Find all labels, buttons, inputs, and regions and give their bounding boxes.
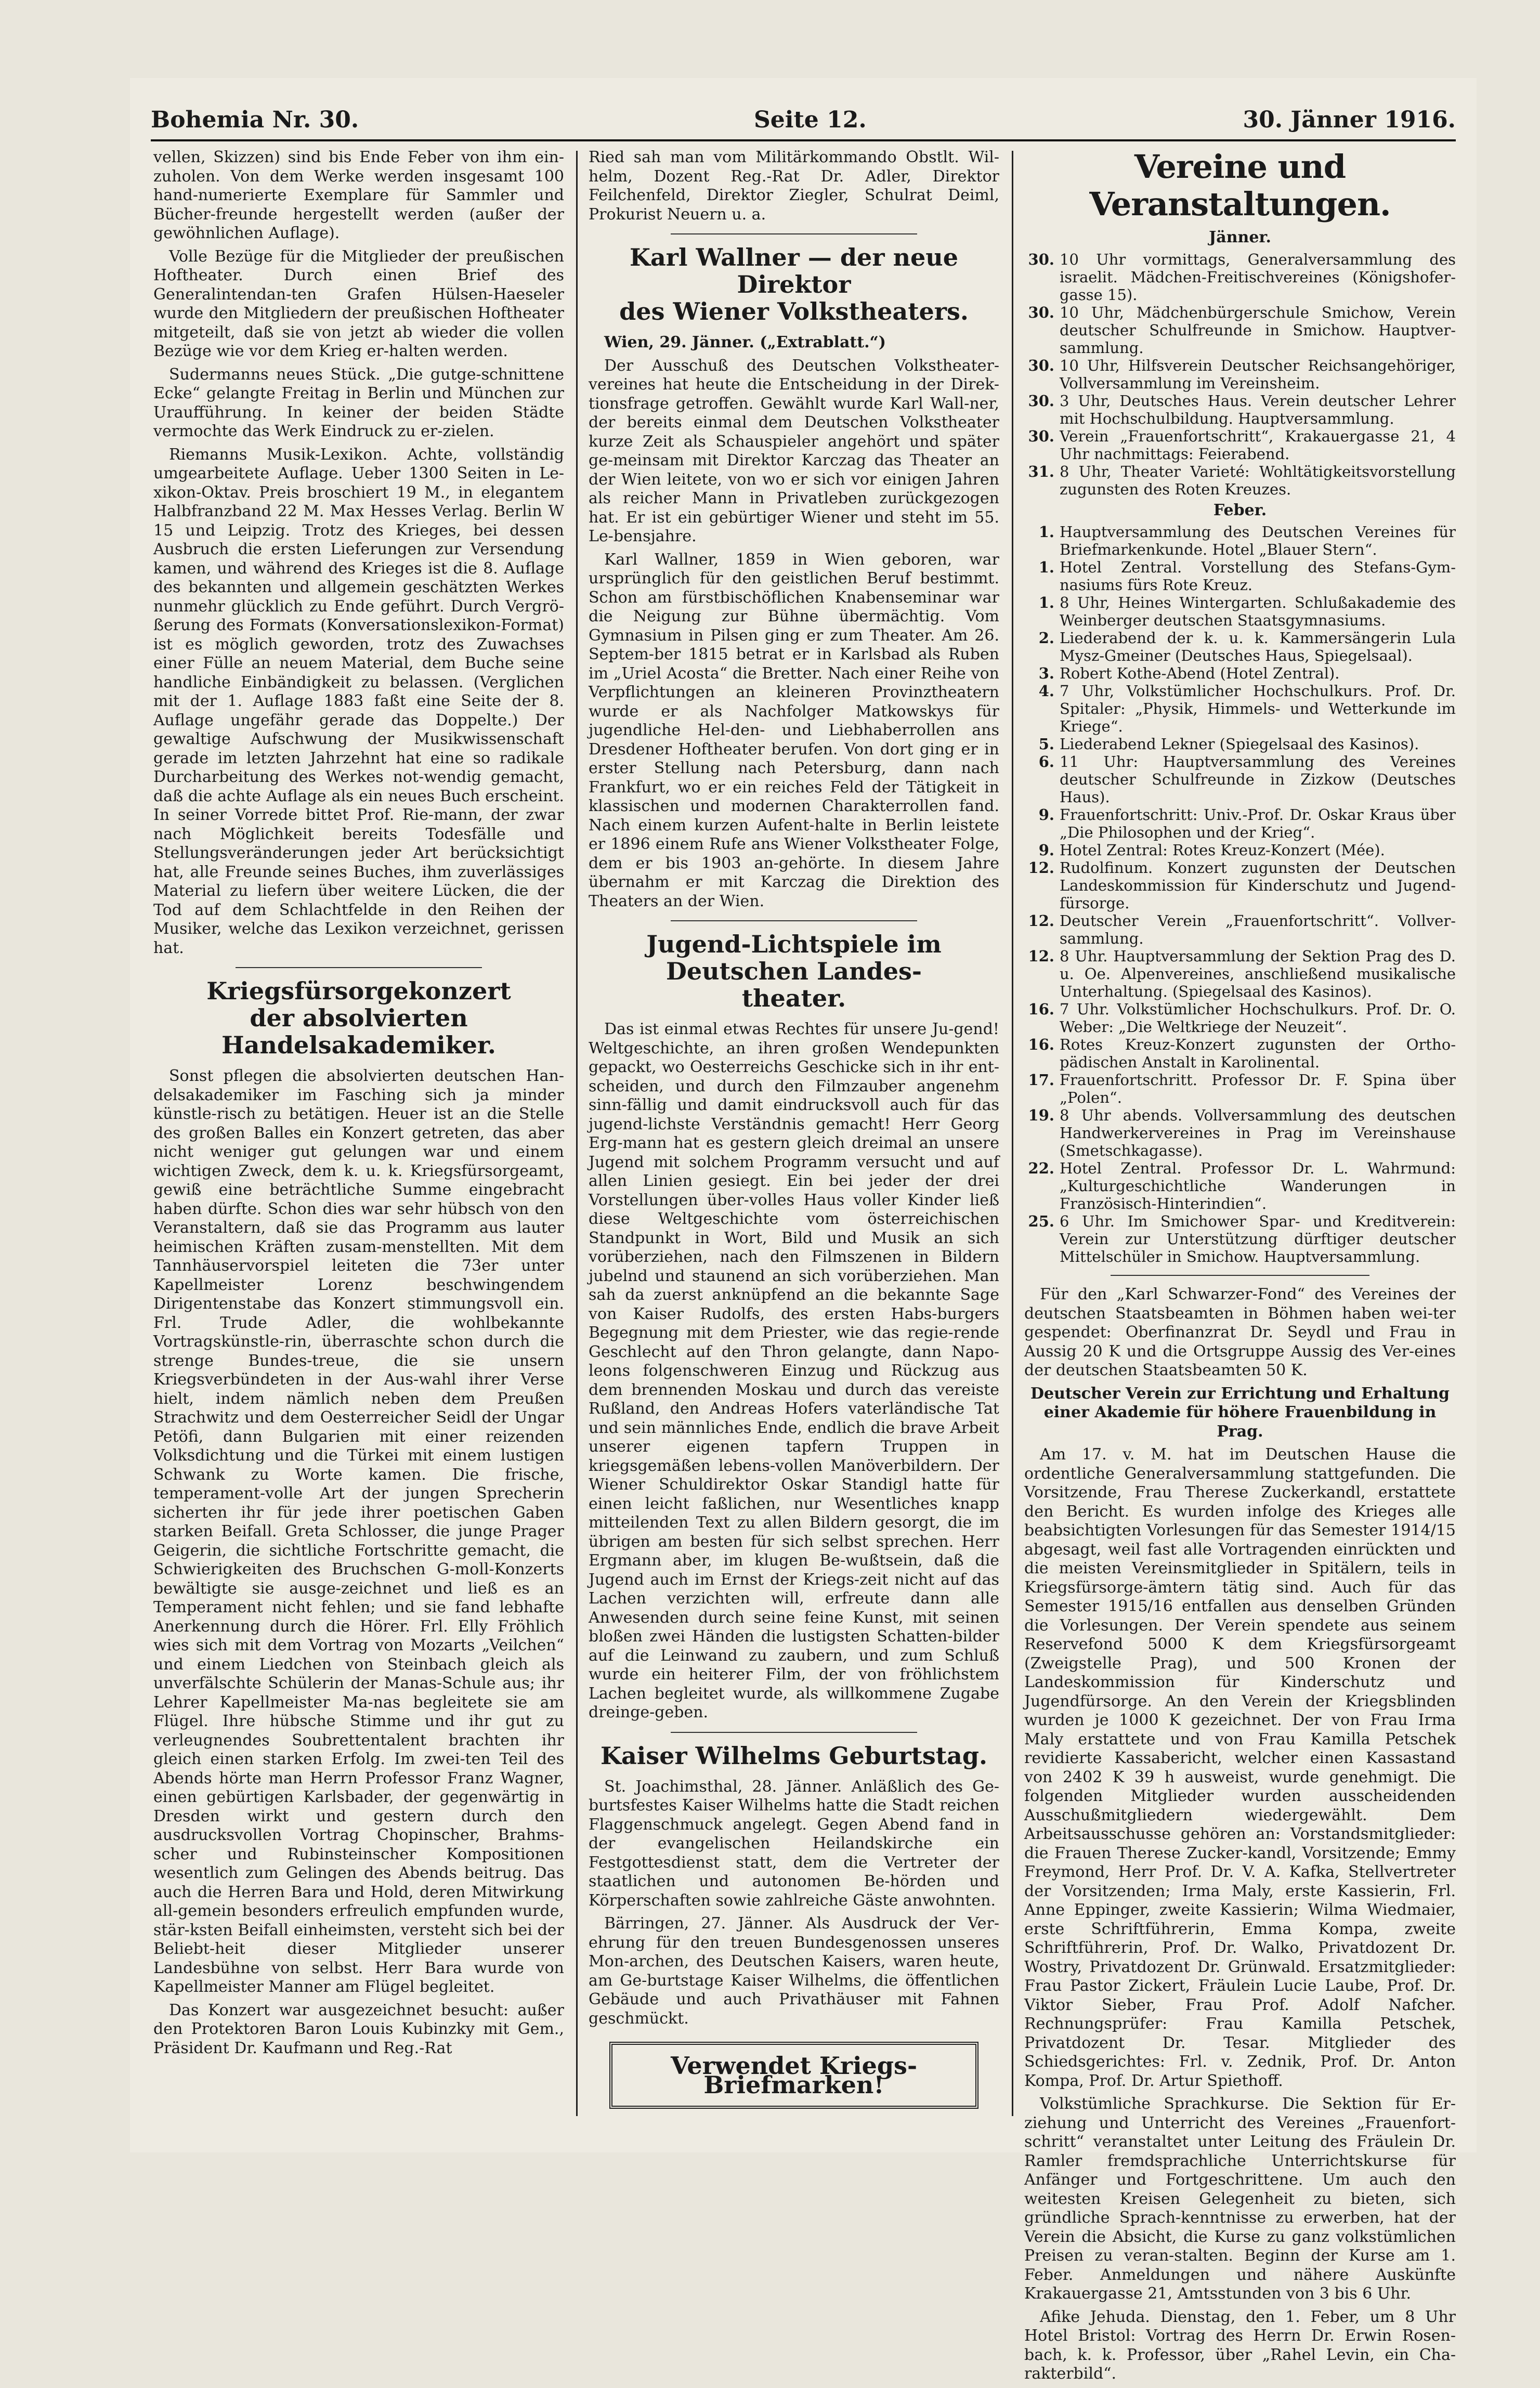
event-list-january <box>1024 251 1456 498</box>
event-item <box>1024 1106 1456 1159</box>
event-item <box>1024 427 1456 463</box>
header-rule <box>151 139 1456 141</box>
event-date: 1. <box>1038 594 1054 611</box>
event-item <box>1024 1212 1456 1265</box>
news-item-riemann: Riemanns Musik-Lexikon. Achte, vollständig umgearbeitete Auflage. Ueber 1300 Seiten in Le-xikon-Oktav. Preis broschiert 19 M., in elegantem Halbfranzband 22 M. Max Hesses Verlag. Berlin W 15 und Leipzig. Trotz des Krieges, bei dessen Ausbruch die ersten Lieferungen zur Versendung kamen, und während des Krieges ist die 8. Auflage des bekannten und allgemein geschätzten Werkes nunmehr glücklich zu Ende geführt. Durch Vergrö-ßerung des Formats (Konversationslexikon-Format) ist es möglich geworden, trotz des Zuwachses einer Fülle an neuem Material, dem Buche seine handliche Einbändigkeit zu belassen. (Verglichen mit der 1. Auflage 1883 faßt eine Seite der 8. Auflage ungefähr gerade das Doppelte.) Der gewaltige Aufschwung der Musikwissenschaft gerade im letzten Jahrzehnt hat eine so radikale Durcharbeitung des Werkes not-wendig gemacht, daß die achte Auflage als ein neues Buch erscheint. In seiner Vorrede bittet Prof. Rie-mann, der zwar nach Möglichkeit bereits Todesfälle und Stellungsveränderungen jeder Art berücksichtigt hat, alle Freunde seines Buches, ihm zuverlässiges Material zu liefern über weitere Lücken, die der Tod auf dem Schlachtfelde in den Reihen der Musiker, welche das Lexikon verzeichnet, gerissen hat. <box>153 445 564 957</box>
month-heading-jan: Jänner. <box>1209 228 1271 246</box>
event-text: Rotes Kreuz-Konzert zugunsten der Ortho-pädischen Anstalt in Karolinental. <box>1060 1036 1456 1071</box>
event-item <box>1024 558 1456 594</box>
event-text: 7 Uhr. Volkstümlicher Hochschulkurs. Prof. Dr. O. Weber: „Die Weltkriege der Neuzeit“. <box>1060 1000 1456 1036</box>
event-item <box>1024 1159 1456 1212</box>
event-text: Robert Kothe-Abend (Hotel Zentral). <box>1060 664 1340 682</box>
event-date: 30. <box>1028 392 1054 410</box>
event-text: Hotel Zentral: Rotes Kreuz-Konzert (Mée). <box>1060 841 1385 859</box>
headline-wallner: Karl Wallner — der neue Direktor des Wiener Volkstheaters. <box>619 243 969 325</box>
article-text: Der Ausschuß des Deutschen Volkstheater-vereines hat heute die Entscheidung in der Direk-tionsfrage getroffen. Gewählt wurde Karl Wall-ner, der bereits einmal dem Deutschen Volkstheater kurze Zeit als Schauspieler angehört und später ge-meinsam mit Direktor Karczag das Theater an der Wien leitete, von wo er sich vor einigen Jahren als reicher Mann in Privatleben zurückgezogen hat. Er ist ein gebürtiger Wiener und steht im 55. Le-bensjahre. <box>589 356 999 545</box>
event-text: Hotel Zentral. Vorstellung des Stefans-Gym-nasiums fürs Rote Kreuz. <box>1060 558 1456 594</box>
event-date: 3. <box>1038 664 1054 682</box>
event-date: 9. <box>1038 841 1054 859</box>
event-item <box>1024 682 1456 735</box>
event-item <box>1024 251 1456 304</box>
headline-kriegsfuersorgekonzert: Kriegsfürsorgekonzert der absolvierten Handelsakademiker. <box>206 977 511 1059</box>
event-date: 22. <box>1028 1159 1054 1177</box>
column-2 <box>589 148 999 2122</box>
event-text: Verein „Frauenfortschritt“, Krakauergasse 21, 4 Uhr nachmittags: Feierabend. <box>1060 427 1456 463</box>
article-text: Bärringen, 27. Jänner. Als Ausdruck der Ver-ehrung für den treuen Bundesgenossen unseres Mon-archen, des Deutschen Kaisers, waren heute, am Ge-burtstage Kaiser Wilhelms, die öffentlichen Gebäude und auch Privathäuser mit Fahnen geschmückt. <box>589 1914 999 2028</box>
event-item <box>1024 912 1456 947</box>
section-divider <box>671 233 917 234</box>
event-text: 11 Uhr: Hauptversammlung des Vereines deutscher Schulfreunde in Zizkow (Deutsches Haus). <box>1060 753 1456 806</box>
event-text: Frauenfortschritt. Professor Dr. F. Spina über „Polen“. <box>1060 1071 1456 1106</box>
event-item <box>1024 392 1456 427</box>
event-item <box>1024 664 1456 682</box>
event-text: 3 Uhr, Deutsches Haus. Verein deutscher Lehrer mit Hochschulbildung. Hauptversammlung. <box>1060 392 1456 427</box>
event-item <box>1024 1036 1456 1071</box>
event-date: 19. <box>1028 1106 1054 1124</box>
article-text: Sonst pflegen die absolvierten deutschen Han-delsakademiker im Fasching sich ja minder künstle-risch zu betätigen. Heuer ist an die Stelle des großen Balles ein Konzert getreten, das aber nicht weniger gut gelungen war und einem wichtigen Zweck, dem k. u. k. Kriegsfürsorgeamt, gewiß eine beträchtliche Summe eingebracht haben dürfte. Schon dies war sehr hübsch von den Veranstaltern, daß sie das Programm aus lauter heimischen Kräften zusam-menstellten. Mit dem Tannhäuservorspiel leiteten die 73er unter Kapellmeister Lorenz beschwingendem Dirigentenstabe das Konzert stimmungsvoll ein. Frl. Trude Adler, die wohlbekannte Vortragskünstle-rin, überraschte schon durch die strenge Bundes-treue, die sie unsern Kriegsverbündeten in der Aus-wahl ihrer Verse hielt, indem nämlich neben dem Preußen Strachwitz und dem Oesterreicher Seidl der Ungar Petöfi, dann Bulgarien mit einer reizenden Volksdichtung und die Türkei mit einem lustigen Schwank zu Worte kamen. Die frische, temperament-volle Art der jungen Sprecherin sicherten ihr für jede ihrer poetischen Gaben starken Beifall. Greta Schlosser, die junge Prager Geigerin, die sichtliche Fortschritte gemacht, die Schwierigkeiten des Bruchschen G-moll-Konzerts bewältigte sie ausge-zeichnet und ließ es an Temperament nicht fehlen; und sie fand lebhafte Anerkennung durch die Hörer. Frl. Elly Fröhlich wies sich mit dem Vortrag von Mozarts „Veilchen“ und einem Liedchen von Steinbach gleich als unverfälschte Schülerin der Manas-Schule aus; ihr Lehrer Kapellmeister Ma-nas begleitete sie am Flügel. Ihre hübsche Stimme und ihr gut zu verleugnendes Soubrettentalent brachten ihr gleich einen starken Erfolg. Im zwei-ten Teil des Abends hörte man Herrn Professor Franz Wagner, einen gebürtigen Karlsbader, der gegenwärtig in Dresden wirkt und gestern durch den ausdrucksvollen Vortrag Chopinscher, Brahms-scher und Rubinsteinscher Kompositionen wesentlich zum Gelingen des Abends beitrug. Das auch die Herren Bara und Hold, deren Mitwirkung all-gemein besonders erfreulich empfunden wurde, stär-ksten Beifall einheimsten, versteht sich bei der Beliebt-heit dieser Mitglieder unserer Landesbühne von selbst. Herr Bara wurde von Kapellmeister Manner am Flügel begleitet. <box>153 1067 564 1996</box>
section-divider <box>671 920 917 921</box>
event-item <box>1024 594 1456 629</box>
event-text: 10 Uhr, Mädchenbürgerschule Smichow, Verein deutscher Schulfreunde in Smichow. Hauptver-sammlung. <box>1060 303 1456 357</box>
masthead-issue: Bohemia Nr. 30. <box>151 107 359 133</box>
event-text: Deutscher Verein „Frauenfortschritt“. Vollver-sammlung. <box>1060 912 1456 947</box>
event-item <box>1024 859 1456 912</box>
event-item <box>1024 629 1456 664</box>
event-date: 6. <box>1038 753 1054 771</box>
event-text: 10 Uhr vormittags, Generalversammlung des israelit. Mädchen-Freitischvereines (Königshofer-gasse 15). <box>1060 250 1456 304</box>
event-date: 30. <box>1028 303 1054 321</box>
event-item <box>1024 463 1456 498</box>
news-item-hoftheater: Volle Bezüge für die Mitglieder der preußischen Hoftheater. Durch einen Brief des Generalintendan-ten Grafen Hülsen-Haeseler wurde den Mitgliedern der preußischen Hoftheater mitgeteilt, daß sie von jetzt ab wieder die vollen Bezüge wie vor dem Krieg er-halten werden. <box>153 247 564 360</box>
event-date: 25. <box>1028 1212 1054 1230</box>
article-text: Ried sah man vom Militärkommando Obstlt. Wil-helm, Dozent Reg.-Rat Dr. Adler, Direktor Feilchenfeld, Direktor Ziegler, Schulrat Deiml, Prokurist Neuern u. a. <box>589 148 999 224</box>
event-item <box>1024 304 1456 357</box>
notice-akademie: Am 17. v. M. hat im Deutschen Hause die ordentliche Generalversammlung stattgefunden. Die Vorsitzende, Frau Therese Zuckerkandl, erstattete den Bericht. Es wurden infolge des Krieges alle beabsichtigten Vorlesungen für das Semester 1914/15 abgesagt, weil fast alle Vortragenden einrückten und die meisten Vereinsmitglieder in Spitälern, teils in Kriegsfürsorge-ämtern tätig sind. Auch für das Semester 1915/16 entfallen aus denselben Gründen die Vorlesungen. Der Verein spendete aus seinem Reservefond 5000 K dem Kriegsfürsorgeamt (Zweigstelle Prag), und 500 Kronen der Landeskommission für Kinderschutz und Jugendfürsorge. An den Verein der Kriegsblinden wurden je 1000 K gezeichnet. Der von Frau Irma Maly erstattete und von Frau Kamilla Petschek revidierte Kassabericht, welcher einen Kassastand von 2402 K 39 h ausweist, wurde genehmigt. Die folgenden Mitglieder wurden ausscheidenden Ausschußmitgliedern wiedergewählt. Dem Arbeitsausschusse gehören an: Vorstandsmitglieder: die Frauen Therese Zucker-kandl, Vorsitzende; Emmy Freymond, Herr Prof. Dr. V. A. Kafka, Stellvertreter der Vorsitzenden; Irma Maly, erste Kassierin, Frl. Anne Eppinger, zweite Kassierin; Wilma Wiedmaier, erste Schriftführerin, Emma Kompa, zweite Schriftführerin, Prof. Dr. Walko, Privatdozent Dr. Wostry, Privatdozent Dr. Grünwald. Ersatzmitglieder: Frau Pastor Zickert, Fräulein Lucie Laube, Prof. Dr. Viktor Sieber, Frau Prof. Adolf Nafcher. Rechnungsprüfer: Frau Kamilla Petschek, Privatdozent Dr. Tesar. Mitglieder des Schiedsgerichtes: Frl. v. Zednik, Prof. Dr. Anton Kompa, Prof. Dr. Artur Spiethoff. <box>1024 1445 1456 2090</box>
headline-jugend-lichtspiele: Jugend-Lichtspiele im Deutschen Landes- theater. <box>646 930 942 1012</box>
event-text: 8 Uhr, Heines Wintergarten. Schlußakademie des Weinberger deutschen Staatsgymnasiums. <box>1060 594 1456 629</box>
page-number: Seite 12. <box>754 107 867 133</box>
event-item <box>1024 841 1456 859</box>
section-divider <box>236 967 482 968</box>
event-date: 30. <box>1028 427 1054 445</box>
event-date: 16. <box>1028 1000 1054 1018</box>
event-date: 12. <box>1028 912 1054 930</box>
section-divider <box>671 1732 917 1733</box>
article-text: Das Konzert war ausgezeichnet besucht: außer den Protektoren Baron Louis Kubinzky mit Gem., Präsident Dr. Kaufmann und Reg.-Rat <box>153 2001 564 2057</box>
article-text: St. Joachimsthal, 28. Jänner. Anläßlich des Ge-burtsfestes Kaiser Wilhelms hatte die Stadt reichen Flaggenschmuck angelegt. Gegen Abend fand in der evangelischen Heilandskirche ein Festgottesdienst statt, dem die Vertreter der staatlichen und autonomen Be-hörden und Körperschaften sowie zahlreiche Gäste anwohnten. <box>589 1777 999 1910</box>
issue-date: 30. Jänner 1916. <box>1243 107 1456 133</box>
event-text: 8 Uhr abends. Vollversammlung des deutschen Handwerkervereines in Prag im Vereinshause (Smetschkagasse). <box>1060 1106 1456 1159</box>
event-item <box>1024 753 1456 806</box>
column-rule-2 <box>1012 151 1013 2116</box>
event-date: 9. <box>1038 806 1054 824</box>
article-text: vellen, Skizzen) sind bis Ende Feber von ihm ein-zuholen. Von dem Werke werden insgesamt 100 hand-numerierte Exemplare für Sammler und Bücher-freunde hergestellt werden (außer der gewöhnlichen Auflage). <box>153 148 564 242</box>
event-date: 1. <box>1038 558 1054 576</box>
event-item <box>1024 1000 1456 1036</box>
event-text: 10 Uhr, Hilfsverein Deutscher Reichsangehöriger, Vollversammlung im Vereinsheim. <box>1060 356 1456 392</box>
notice-akademie-heading: Deutscher Verein zur Errichtung und Erhaltung einer Akademie für höhere Frauenbildung in Prag. <box>1030 1384 1450 1441</box>
event-item <box>1024 947 1456 1000</box>
event-text: Rudolfinum. Konzert zugunsten der Deutschen Landeskommission für Kinderschutz und Jugend-fürsorge. <box>1060 859 1456 912</box>
event-date: 12. <box>1028 859 1054 877</box>
event-item <box>1024 357 1456 392</box>
event-item <box>1024 1071 1456 1106</box>
column-rule-1 <box>576 151 578 2116</box>
event-date: 30. <box>1028 356 1054 374</box>
event-date: 1. <box>1038 523 1054 541</box>
event-date: 5. <box>1038 735 1054 753</box>
section-title-vereine: Vereine und Veranstaltungen. <box>1089 148 1391 223</box>
notice-afike-jehuda: Afike Jehuda. Dienstag, den 1. Feber, um 8 Uhr Hotel Bristol: Vortrag des Herrn Dr. Erwin Rosen-bach, k. k. Professor, über „Rahel Levin, ein Cha-rakterbild“. <box>1024 2307 1456 2383</box>
event-text: 7 Uhr, Volkstümlicher Hochschulkurs. Prof. Dr. Spitaler: „Physik, Himmels- und Wetterkunde im Kriege“. <box>1060 682 1456 735</box>
section-divider <box>1111 1275 1369 1276</box>
month-heading-feb: Feber. <box>1213 501 1267 519</box>
column-3 <box>1024 148 1456 2388</box>
event-text: 6 Uhr. Im Smichower Spar- und Kreditverein: Verein zur Unterstützung dürftiger deutscher Mittelschüler in Smichow. Hauptversammlung. <box>1060 1212 1456 1265</box>
event-item <box>1024 523 1456 558</box>
page-header <box>151 107 1456 148</box>
event-item <box>1024 735 1456 753</box>
advert-box-briefmarken: Verwendet Kriegs-Briefmarken! <box>609 2042 978 2109</box>
event-text: Hauptversammlung des Deutschen Vereines für Briefmarkenkunde. Hotel „Blauer Stern“. <box>1060 523 1456 558</box>
event-date: 4. <box>1038 682 1054 700</box>
event-date: 12. <box>1028 947 1054 965</box>
event-text: Liederabend der k. u. k. Kammersängerin Lula Mysz-Gmeiner (Deutsches Haus, Spiegelsaal). <box>1060 629 1456 664</box>
event-date: 30. <box>1028 250 1054 268</box>
column-1 <box>153 148 564 2062</box>
event-date: 16. <box>1028 1036 1054 1053</box>
event-text: Frauenfortschritt: Univ.-Prof. Dr. Oskar Kraus über „Die Philosophen und der Krieg“. <box>1060 806 1456 841</box>
event-date: 17. <box>1028 1071 1054 1089</box>
dateline: Wien, 29. Jänner. („Extrablatt.“) <box>604 333 886 351</box>
article-text: Das ist einmal etwas Rechtes für unsere Ju-gend! Weltgeschichte, an ihren großen Wendepunkten gepackt, wo Oesterreichs Geschicke sich in ihr ent-scheiden, und durch den Filmzauber angenehm sinn-fällig und damit eindrucksvoll auch für das jugend-lichste Verständnis gemacht! Herr Georg Erg-mann hat es gestern gleich dreimal an unsere Jugend mit solchem Programm versucht und auf allen Linien gesiegt. Ein bei jeder der drei Vorstellungen über-volles Haus voller Kinder ließ diese Weltgeschichte vom österreichischen Standpunkt in Wort, Bild und Musik an sich vorüberziehen, nach den Filmszenen in Bildern jubelnd und staunend an sich vorüberziehen. Man sah da zuerst anknüpfend an die bekannte Sage von Kaiser Rudolfs, des ersten Habs-burgers Begegnung mit dem Priester, wie das regie-rende Geschlecht auf den Thron gelangte, dann Napo-leons folgenschweren Einzug und Rückzug aus dem brennenden Moskau und durch das vereiste Rußland, den Andreas Hofers vaterländische Tat und sein männliches Ende, endlich die brave Arbeit unserer eigenen tapfern Truppen in kriegsgemäßen lebens-vollen Manöverbildern. Der Wiener Schuldirektor Oskar Standigl hatte für einen leicht faßlichen, nur Wesentliches knapp mitteilenden Text zu allen Bildern gesorgt, die im übrigen am besten für sich selbst sprechen. Herr Ergmann aber, im klugen Be-wußtsein, daß die Jugend auch im Ernst der Kriegs-zeit nicht auf das Lachen verzichten will, erfreute dann alle Anwesenden durch seine feine Kunst, mit seinen bloßen zwei Händen die lustigsten Schatten-bilder auf die Leinwand zu zaubern, und zum Schluß wurde ein heiterer Film, der von fröhlichstem Lachen begleitet wurde, als willkommene Zugabe dreinge-geben. <box>589 1020 999 1721</box>
event-text: 8 Uhr. Hauptversammlung der Sektion Prag des D. u. Oe. Alpenvereines, anschließend musikalische Unterhaltung. (Spiegelsaal des Kasinos). <box>1060 947 1456 1000</box>
event-text: 8 Uhr, Theater Varieté: Wohltätigkeitsvorstellung zugunsten des Roten Kreuzes. <box>1060 462 1456 498</box>
event-text: Liederabend Lekner (Spiegelsaal des Kasinos). <box>1060 735 1419 753</box>
news-item-sudermann: Sudermanns neues Stück. „Die gutge-schnittene Ecke“ gelangte Freitag in Berlin und München zur Uraufführung. In keiner der beiden Städte vermochte das Werk Eindruck zu er-zielen. <box>153 365 564 440</box>
notice-schwarzer-fond: Für den „Karl Schwarzer-Fond“ des Vereines der deutschen Staatsbeamten in Böhmen haben wei-ter gespendet: Oberfinanzrat Dr. Seydl und Frau in Aussig 20 K und die Ortsgruppe Aussig des Ver-eines der deutschen Staatsbeamten 50 K. <box>1024 1285 1456 1379</box>
event-date: 31. <box>1028 462 1054 480</box>
newspaper-page <box>130 78 1477 2383</box>
notice-sprachkurse: Volkstümliche Sprachkurse. Die Sektion für Er-ziehung und Unterricht des Vereines „Frauenfort-schritt“ veranstaltet unter Leitung des Fräulein Dr. Ramler fremdsprachliche Unterrichtskurse für Anfänger und Fortgeschrittene. Um auch den weitesten Kreisen Gelegenheit zu bieten, sich gründliche Sprach-kenntnisse zu erwerben, hat der Verein die Absicht, die Kurse zu ganz volkstümlichen Preisen zu veran-stalten. Beginn der Kurse am 1. Feber. Anmeldungen und nähere Auskünfte Krakauergasse 21, Amtsstunden von 3 bis 6 Uhr. <box>1024 2095 1456 2303</box>
event-date: 2. <box>1038 629 1054 647</box>
event-text: Hotel Zentral. Professor Dr. L. Wahrmund: „Kulturgeschichtliche Wanderungen in Französisch-Hinterindien“. <box>1060 1159 1456 1212</box>
article-text: Karl Wallner, 1859 in Wien geboren, war ursprünglich für den geistlichen Beruf bestimmt. Schon am fürstbischöflichen Knabenseminar war die Neigung zur Bühne übermächtig. Vom Gymnasium in Pilsen ging er zum Theater. Am 26. Septem-ber 1815 betrat er in Karlsbad als Ruben im „Uriel Acosta“ die Bretter. Nach einer Reihe von Verpflichtungen an kleineren Provinztheatern wurde er als Nachfolger Matkowskys für jugendliche Hel-den- und Liebhaberrollen ans Dresdener Hoftheater berufen. Von dort ging er in erster Stellung nach Petersburg, dann nach Frankfurt, wo er ein reiches Feld der Tätigkeit in klassischen und modernen Charakterrollen fand. Nach einem kurzen Aufent-halte in Berlin leistete er 1896 einem Rufe ans Wiener Volkstheater Folge, dem er bis 1903 an-gehörte. In diesem Jahre übernahm er mit Karczag die Direktion des Theaters an der Wien. <box>589 550 999 910</box>
event-item <box>1024 806 1456 841</box>
headline-kaiser-wilhelm: Kaiser Wilhelms Geburtstag. <box>600 1741 988 1770</box>
event-list-february <box>1024 523 1456 1265</box>
